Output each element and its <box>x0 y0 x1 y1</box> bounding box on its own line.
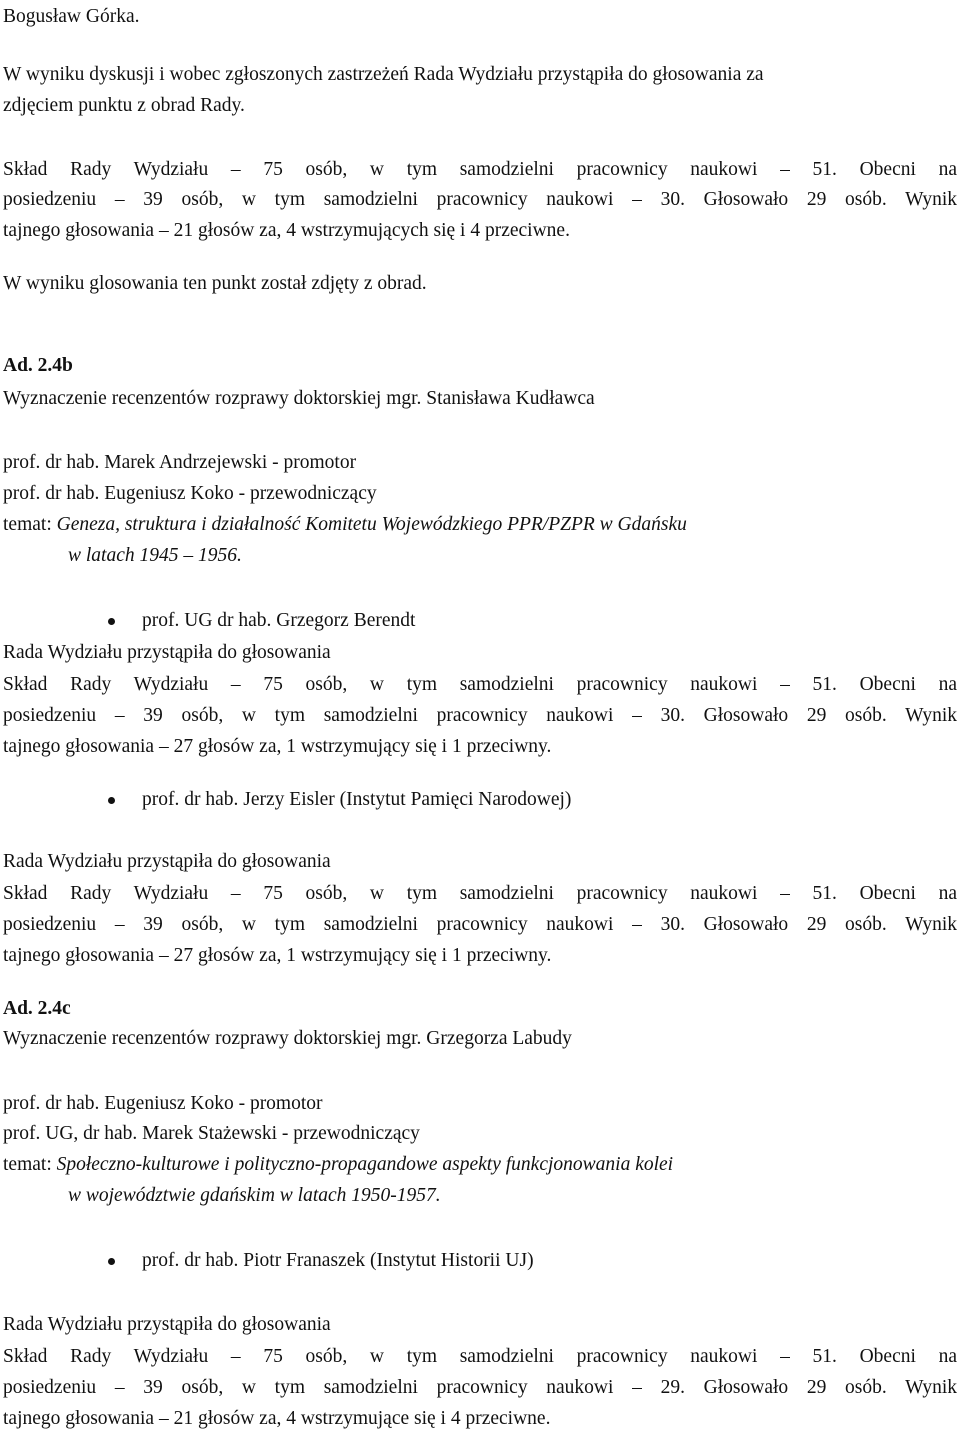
paragraph-line: Bogusław Górka. <box>3 6 140 27</box>
bullet-icon <box>108 618 115 625</box>
paragraph-line: posiedzeniu – 39 osób, w tym samodzielni pracownicy naukowi – 29. Głosowało 29 osób. Wynik <box>3 1377 957 1398</box>
topic-title-continued: w województwie gdańskim w latach 1950-1957. <box>68 1185 441 1206</box>
section-subtitle: Wyznaczenie recenzentów rozprawy doktorskiej mgr. Stanisława Kudławca <box>3 388 595 409</box>
paragraph-line: W wyniku dyskusji i wobec zgłoszonych zastrzeżeń Rada Wydziału przystąpiła do głosowania za <box>3 64 764 85</box>
section-heading: Ad. 2.4b <box>3 355 73 376</box>
paragraph-line: posiedzeniu – 39 osób, w tym samodzielni pracownicy naukowi – 30. Głosowało 29 osób. Wynik <box>3 705 957 726</box>
paragraph-line: Skład Rady Wydziału – 75 osób, w tym samodzielni pracownicy naukowi – 51. Obecni na <box>3 674 957 695</box>
paragraph-line: zdjęciem punktu z obrad Rady. <box>3 95 245 116</box>
reviewer-bullet: prof. dr hab. Piotr Franaszek (Instytut Historii UJ) <box>142 1250 534 1271</box>
paragraph-line: Rada Wydziału przystąpiła do głosowania <box>3 642 331 663</box>
topic-line <box>3 1153 673 1177</box>
topic-label: temat: <box>3 1154 57 1175</box>
paragraph-line: Skład Rady Wydziału – 75 osób, w tym samodzielni pracownicy naukowi – 51. Obecni na <box>3 883 957 904</box>
paragraph-line: W wyniku glosowania ten punkt został zdjęty z obrad. <box>3 273 427 294</box>
paragraph-line: Rada Wydziału przystąpiła do głosowania <box>3 851 331 872</box>
paragraph-line: tajnego głosowania – 27 głosów za, 1 wstrzymujący się i 1 przeciwny. <box>3 736 552 757</box>
paragraph-line: posiedzeniu – 39 osób, w tym samodzielni pracownicy naukowi – 30. Głosowało 29 osób. Wynik <box>3 914 957 935</box>
paragraph-line: Rada Wydziału przystąpiła do głosowania <box>3 1314 331 1335</box>
topic-title: Społeczno-kulturowe i polityczno-propagandowe aspekty funkcjonowania kolei <box>56 1154 674 1175</box>
paragraph-line: tajnego głosowania – 21 głosów za, 4 wstrzymujących się i 4 przeciwne. <box>3 220 570 241</box>
section-heading: Ad. 2.4c <box>3 998 71 1019</box>
bullet-icon <box>108 1258 115 1265</box>
reviewer-bullet: prof. dr hab. Jerzy Eisler (Instytut Pamięci Narodowej) <box>142 789 572 810</box>
reviewer-line: prof. dr hab. Eugeniusz Koko - promotor <box>3 1093 323 1114</box>
topic-title-continued: w latach 1945 – 1956. <box>68 545 242 566</box>
paragraph-line: Skład Rady Wydziału – 75 osób, w tym samodzielni pracownicy naukowi – 51. Obecni na <box>3 1346 957 1367</box>
paragraph-line: tajnego głosowania – 21 głosów za, 4 wstrzymujące się i 4 przeciwne. <box>3 1408 551 1429</box>
reviewer-line: prof. dr hab. Marek Andrzejewski - promotor <box>3 452 357 473</box>
reviewer-line: prof. UG, dr hab. Marek Stażewski - przewodniczący <box>3 1123 420 1144</box>
topic-label: temat: <box>3 514 57 535</box>
bullet-icon <box>108 797 115 804</box>
paragraph-line: posiedzeniu – 39 osób, w tym samodzielni pracownicy naukowi – 30. Głosowało 29 osób. Wynik <box>3 189 957 210</box>
reviewer-line: prof. dr hab. Eugeniusz Koko - przewodniczący <box>3 483 377 504</box>
paragraph-line: Skład Rady Wydziału – 75 osób, w tym samodzielni pracownicy naukowi – 51. Obecni na <box>3 159 957 180</box>
paragraph-line: tajnego głosowania – 27 głosów za, 1 wstrzymujący się i 1 przeciwny. <box>3 945 552 966</box>
topic-line <box>3 513 687 537</box>
reviewer-bullet: prof. UG dr hab. Grzegorz Berendt <box>142 610 416 631</box>
section-subtitle: Wyznaczenie recenzentów rozprawy doktorskiej mgr. Grzegorza Labudy <box>3 1028 572 1049</box>
topic-title: Geneza, struktura i działalność Komitetu Wojewódzkiego PPR/PZPR w Gdańsku <box>56 514 687 535</box>
